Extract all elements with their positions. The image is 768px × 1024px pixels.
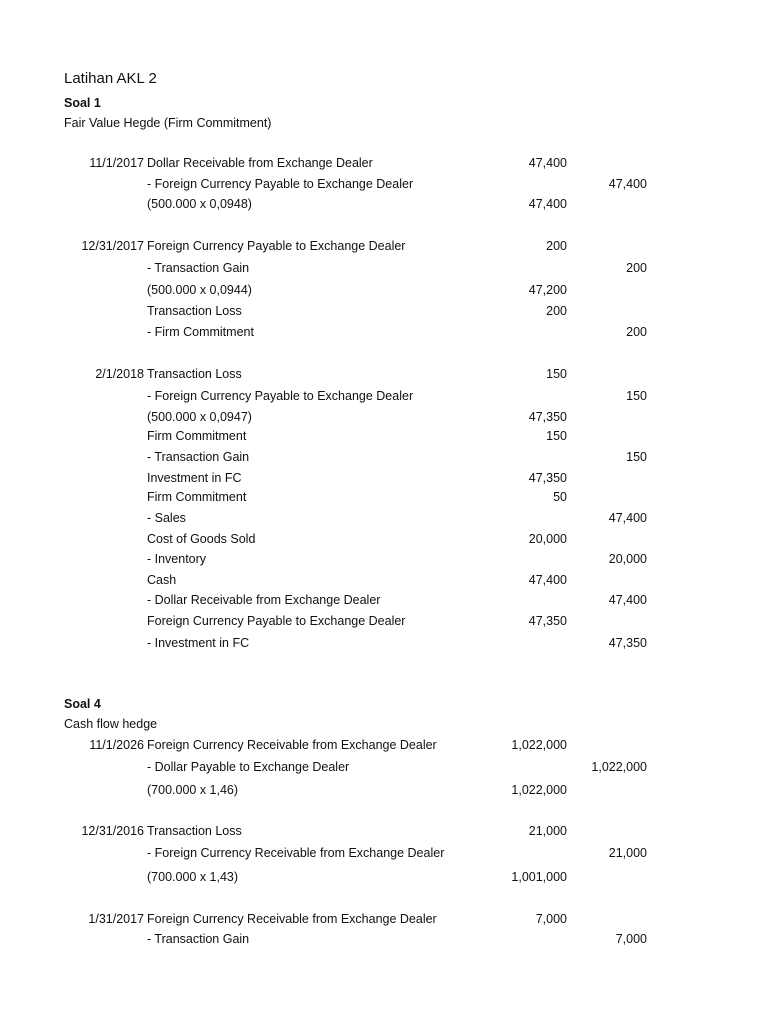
account-name: Firm Commitment <box>147 490 247 504</box>
account-name: Dollar Receivable from Exchange Dealer <box>147 156 373 170</box>
debit-amount: 47,400 <box>528 573 567 587</box>
debit-amount: 200 <box>546 239 567 253</box>
section-subtitle: Fair Value Hegde (Firm Commitment) <box>64 116 272 130</box>
account-name: (500.000 x 0,0948) <box>147 197 252 211</box>
debit-amount: 150 <box>546 367 567 381</box>
debit-amount: 1,022,000 <box>511 783 567 797</box>
table-row <box>0 197 768 213</box>
table-row <box>0 490 768 506</box>
account-name: - Dollar Payable to Exchange Dealer <box>147 760 350 774</box>
credit-amount: 150 <box>626 450 647 464</box>
table-row <box>0 325 768 341</box>
account-name: - Foreign Currency Payable to Exchange Dealer <box>147 177 414 191</box>
table-row <box>0 177 768 193</box>
account-name: - Foreign Currency Receivable from Exchange Dealer <box>147 846 445 860</box>
debit-amount: 47,400 <box>528 156 567 170</box>
account-name: - Inventory <box>147 552 207 566</box>
credit-amount: 21,000 <box>608 846 647 860</box>
account-name: - Foreign Currency Payable to Exchange Dealer <box>147 389 414 403</box>
account-name: Foreign Currency Receivable from Exchange Dealer <box>147 738 437 752</box>
table-row <box>0 932 768 948</box>
entry-date: 12/31/2016 <box>81 824 144 838</box>
credit-amount: 7,000 <box>615 932 647 946</box>
account-name: Cash <box>147 573 177 587</box>
table-row <box>0 912 768 928</box>
table-row <box>0 450 768 466</box>
debit-amount: 47,350 <box>528 471 567 485</box>
table-row <box>0 552 768 568</box>
credit-amount: 20,000 <box>608 552 647 566</box>
table-row <box>0 870 768 886</box>
credit-amount: 47,400 <box>608 593 647 607</box>
debit-amount: 21,000 <box>528 824 567 838</box>
account-name: - Sales <box>147 511 186 525</box>
debit-amount: 20,000 <box>528 532 567 546</box>
account-name: - Firm Commitment <box>147 325 254 339</box>
table-row <box>0 846 768 862</box>
table-row <box>0 367 768 383</box>
table-row <box>0 532 768 548</box>
credit-amount: 1,022,000 <box>591 760 647 774</box>
table-row <box>0 283 768 299</box>
account-name: Transaction Loss <box>147 367 242 381</box>
table-row <box>0 389 768 405</box>
table-row <box>0 636 768 652</box>
entry-date: 1/31/2017 <box>88 912 144 926</box>
entry-date: 11/1/2017 <box>89 156 144 170</box>
account-name: (500.000 x 0,0947) <box>147 410 252 424</box>
debit-amount: 47,200 <box>528 283 567 297</box>
debit-amount: 150 <box>546 429 567 443</box>
account-name: (500.000 x 0,0944) <box>147 283 252 297</box>
table-row <box>0 511 768 527</box>
table-row <box>0 261 768 277</box>
account-name: - Dollar Receivable from Exchange Dealer <box>147 593 381 607</box>
table-row <box>0 614 768 630</box>
debit-amount: 200 <box>546 304 567 318</box>
debit-amount: 47,350 <box>528 614 567 628</box>
table-row <box>0 304 768 320</box>
document-title: Latihan AKL 2 <box>64 70 157 87</box>
table-row <box>0 429 768 445</box>
account-name: - Transaction Gain <box>147 450 250 464</box>
debit-amount: 1,001,000 <box>511 870 567 884</box>
account-name: Transaction Loss <box>147 824 242 838</box>
credit-amount: 47,400 <box>608 177 647 191</box>
credit-amount: 150 <box>626 389 647 403</box>
account-name: Investment in FC <box>147 471 242 485</box>
credit-amount: 47,400 <box>608 511 647 525</box>
table-row <box>0 471 768 487</box>
account-name: Transaction Loss <box>147 304 242 318</box>
account-name: Cost of Goods Sold <box>147 532 256 546</box>
section-heading: Soal 4 <box>64 697 101 711</box>
debit-amount: 50 <box>553 490 567 504</box>
section-heading: Soal 1 <box>64 96 101 110</box>
debit-amount: 47,400 <box>528 197 567 211</box>
table-row <box>0 760 768 776</box>
table-row <box>0 738 768 754</box>
credit-amount: 200 <box>626 325 647 339</box>
section-subtitle: Cash flow hedge <box>64 717 158 731</box>
table-row <box>0 783 768 799</box>
credit-amount: 47,350 <box>608 636 647 650</box>
debit-amount: 7,000 <box>535 912 567 926</box>
credit-amount: 200 <box>626 261 647 275</box>
debit-amount: 1,022,000 <box>511 738 567 752</box>
account-name: Foreign Currency Payable to Exchange Dealer <box>147 239 406 253</box>
account-name: - Transaction Gain <box>147 261 250 275</box>
entry-date: 12/31/2017 <box>81 239 144 253</box>
account-name: (700.000 x 1,46) <box>147 783 239 797</box>
entry-date: 11/1/2026 <box>89 738 144 752</box>
table-row <box>0 824 768 840</box>
account-name: Firm Commitment <box>147 429 247 443</box>
table-row <box>0 156 768 172</box>
entry-date: 2/1/2018 <box>95 367 144 381</box>
table-row <box>0 593 768 609</box>
debit-amount: 47,350 <box>528 410 567 424</box>
account-name: Foreign Currency Receivable from Exchange Dealer <box>147 912 437 926</box>
account-name: - Transaction Gain <box>147 932 250 946</box>
account-name: Foreign Currency Payable to Exchange Dealer <box>147 614 406 628</box>
table-row <box>0 239 768 255</box>
account-name: (700.000 x 1,43) <box>147 870 239 884</box>
table-row <box>0 573 768 589</box>
table-row <box>0 410 768 426</box>
account-name: - Investment in FC <box>147 636 250 650</box>
